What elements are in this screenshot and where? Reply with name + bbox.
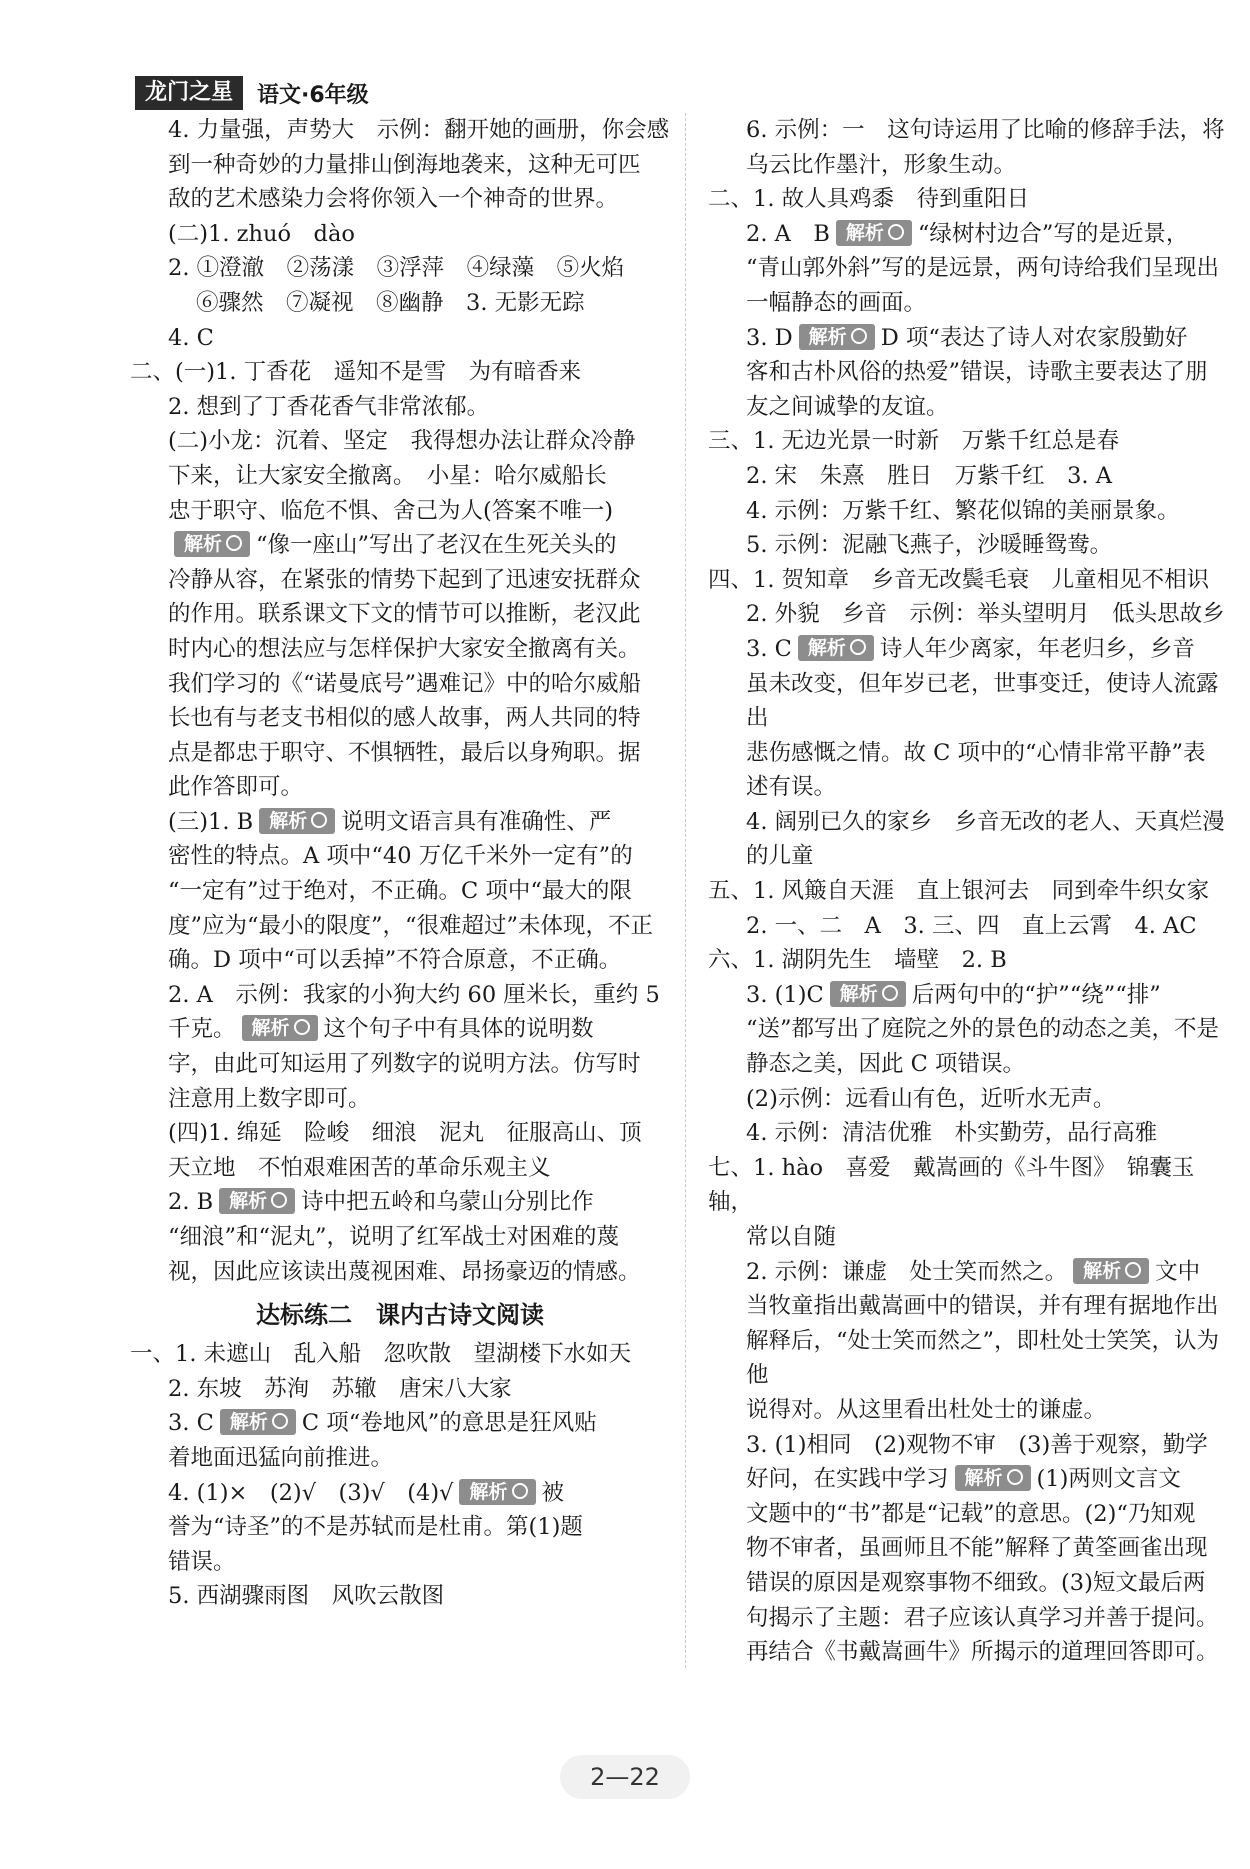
answer-line: 当牧童指出戴嵩画中的错误，并有理有据地作出 xyxy=(746,1293,1219,1320)
answer-text: 后两句中的“护”“绕”“排” xyxy=(911,981,1161,1008)
answer-text: “像一座山”写出了老汉在生死关头的 xyxy=(256,532,617,559)
answer-text: 说明文语言具有准确性、严 xyxy=(341,808,612,835)
answer-line: 2. ①澄澈 ②荡漾 ③浮萍 ④绿藻 ⑤火焰 xyxy=(168,255,625,282)
answer-line: 到一种奇妙的力量排山倒海地袭来，这种无可匹 xyxy=(168,151,641,178)
answer-line xyxy=(130,1406,670,1441)
answer-text: “绿树村边合”写的是近景， xyxy=(917,220,1189,247)
answer-line: 2. 想到了丁香花香气非常浓郁。 xyxy=(168,393,490,420)
answer-line: 忠于职守、临危不惧、舍己为人(答案不唯一) xyxy=(168,497,614,524)
answer-line: 字，由此可知运用了列数字的说明方法。仿写时 xyxy=(168,1051,641,1078)
answer-line: 4. 示例：万紫千红、繁花似锦的美丽景象。 xyxy=(746,497,1180,524)
answer-line: 的儿童 xyxy=(746,843,814,870)
answer-text: 3. C xyxy=(746,635,792,662)
answer-line: 虽未改变，但年岁已老，世事变迁，使诗人流露出 xyxy=(746,670,1219,732)
answer-text: 2. A B xyxy=(746,220,830,247)
subject-label: 语文·6年级 xyxy=(257,82,369,108)
answer-line: 常以自随 xyxy=(746,1224,837,1250)
answer-text: 文中 xyxy=(1155,1258,1201,1285)
answer-line: 2. 外貌 乡音 示例：举头望明月 低头思故乡 xyxy=(746,601,1225,628)
analysis-badge: 解析 xyxy=(798,635,874,661)
right-column xyxy=(708,113,1238,1689)
answer-line: 二、1. 故人具鸡黍 待到重阳日 xyxy=(708,186,1030,213)
answer-line: 5. 示例：泥融飞燕子，沙暖睡鸳鸯。 xyxy=(746,532,1113,559)
answer-line: 密性的特点。A 项中“40 万亿千米外一定有”的 xyxy=(168,843,633,870)
magnifier-icon xyxy=(311,812,327,828)
answer-line xyxy=(130,528,670,563)
answer-line xyxy=(130,1185,670,1220)
answer-line: 4. 示例：清洁优雅 朴实勤劳，品行高雅 xyxy=(746,1120,1158,1147)
answer-line: 悲伤感慨之情。故 C 项中的“心情非常平静”表 xyxy=(746,739,1206,766)
answer-line: 七、1. hào 喜爱 戴嵩画的《斗牛图》 锦囊玉轴， xyxy=(708,1154,1195,1216)
answer-line: 句揭示了主题：君子应该认真学习并善于提问。 xyxy=(746,1604,1219,1631)
answer-line: 点是都忠于职守、不惧牺牲，最后以身殉职。据 xyxy=(168,739,641,766)
answer-line: 一、1. 未遮山 乱入船 忽吹散 望湖楼下水如天 xyxy=(130,1341,632,1368)
answer-line: 述有误。 xyxy=(746,774,837,801)
answer-line: “青山郭外斜”写的是远景，两句诗给我们呈现出 xyxy=(746,255,1220,282)
answer-text: 4. (1)× (2)√ (3)√ (4)√ xyxy=(168,1479,454,1506)
answer-line: “细浪”和“泥丸”，说明了红军战士对困难的蔑 xyxy=(168,1224,620,1250)
answer-line: “一定有”过于绝对，不正确。C 项中“最大的限 xyxy=(168,878,632,905)
answer-text: 诗人年少离家，年老归乡，乡音 xyxy=(879,635,1195,662)
answer-line: 文题中的“书”都是“记载”的意思。(2)“乃知观 xyxy=(746,1500,1196,1527)
answer-line: 2. 东坡 苏洵 苏辙 唐宋八大家 xyxy=(168,1375,512,1402)
analysis-badge: 解析 xyxy=(799,324,875,350)
analysis-badge: 解析 xyxy=(259,808,335,834)
answer-line: 解释后，“处士笑而然之”，即杜处士笑笑，认为他 xyxy=(746,1327,1220,1389)
answer-line: 我们学习的《“诺曼底号”遇难记》中的哈尔威船 xyxy=(168,670,642,697)
page-header xyxy=(135,76,369,110)
answer-line xyxy=(708,1462,1238,1497)
answer-text: (三)1. B xyxy=(168,808,254,835)
magnifier-icon xyxy=(1007,1469,1023,1485)
answer-line: 度”应为“最小的限度”，“很难超过”未体现，不正 xyxy=(168,912,654,939)
answer-text: 这个句子中有具体的说明数 xyxy=(323,1016,594,1043)
answer-line: 二、(一)1. 丁香花 遥知不是雪 为有暗香来 xyxy=(130,359,582,386)
analysis-badge: 解析 xyxy=(174,531,250,557)
answer-line: 视，因此应该读出蔑视困难、昂扬豪迈的情感。 xyxy=(168,1258,641,1285)
answer-line: 4. C xyxy=(168,324,214,351)
answer-line: 五、1. 风簸自天涯 直上银河去 同到牵牛织女家 xyxy=(708,878,1210,905)
answer-line: 敌的艺术感染力会将你领入一个神奇的世界。 xyxy=(168,186,619,213)
answer-line: 誉为“诗圣”的不是苏轼而是杜甫。第(1)题 xyxy=(168,1514,583,1541)
answer-line xyxy=(708,632,1238,667)
answer-line: 乌云比作墨汁，形象生动。 xyxy=(746,151,1017,178)
answer-line: 再结合《书戴嵩画牛》所揭示的道理回答即可。 xyxy=(746,1639,1219,1666)
answer-line xyxy=(708,217,1238,252)
magnifier-icon xyxy=(271,1192,287,1208)
magnifier-icon xyxy=(850,639,866,655)
answer-line: 错误的原因是观察事物不细致。(3)短文最后两 xyxy=(746,1569,1206,1596)
answer-line: 四、1. 贺知章 乡音无改鬓毛衰 儿童相见不相识 xyxy=(708,566,1210,593)
answer-line: 友之间诚挚的友谊。 xyxy=(746,393,949,420)
answer-line: 客和古朴风俗的热爱”错误，诗歌主要表达了朋 xyxy=(746,359,1208,386)
magnifier-icon xyxy=(851,328,867,344)
brand-label: 龙门之星 xyxy=(135,76,243,110)
answer-line: 天立地 不怕艰难困苦的革命乐观主义 xyxy=(168,1154,551,1181)
analysis-badge: 解析 xyxy=(242,1015,318,1041)
answer-text: (1)两则文言文 xyxy=(1036,1466,1181,1493)
answer-line xyxy=(708,1255,1238,1290)
answer-line: 5. 西湖骤雨图 风吹云散图 xyxy=(168,1583,445,1610)
magnifier-icon xyxy=(512,1483,528,1499)
analysis-badge: 解析 xyxy=(459,1479,535,1505)
magnifier-icon xyxy=(226,535,242,551)
answer-text: C 项“卷地风”的意思是狂风贴 xyxy=(301,1410,597,1437)
answer-line: 三、1. 无边光景一时新 万紫千红总是春 xyxy=(708,428,1120,455)
answer-line xyxy=(130,805,670,840)
answer-line: 注意用上数字即可。 xyxy=(168,1085,371,1112)
answer-line xyxy=(130,1012,670,1047)
analysis-badge: 解析 xyxy=(836,220,912,246)
answer-text: 3. D xyxy=(746,324,793,351)
section-title: 达标练二 课内古诗文阅读 xyxy=(256,1301,544,1330)
answer-line: 下来，让大家安全撤离。 小星：哈尔威船长 xyxy=(168,462,607,489)
answer-text: 2. B xyxy=(168,1189,214,1216)
answer-text: 千克。 xyxy=(168,1016,236,1043)
answer-text: D 项“表达了诗人对农家殷勤好 xyxy=(880,324,1188,351)
answer-line xyxy=(130,1476,670,1511)
answer-line: 6. 示例：一 这句诗运用了比喻的修辞手法，将 xyxy=(746,117,1225,143)
answer-line: 冷静从容，在紧张的情势下起到了迅速安抚群众 xyxy=(168,566,641,593)
answer-line xyxy=(708,978,1238,1013)
answer-line: 2. 一、二 A 3. 三、四 直上云霄 4. AC xyxy=(746,912,1197,939)
answer-line: 时内心的想法应与怎样保护大家安全撤离有关。 xyxy=(168,635,641,662)
magnifier-icon xyxy=(294,1019,310,1035)
answer-line: 六、1. 湖阴先生 墙壁 2. B xyxy=(708,947,1007,974)
analysis-badge: 解析 xyxy=(1073,1258,1149,1284)
magnifier-icon xyxy=(882,985,898,1001)
magnifier-icon xyxy=(888,224,904,240)
answer-line: 2. A 示例：我家的小狗大约 60 厘米长，重约 5 xyxy=(168,981,660,1008)
answer-line: 错误。 xyxy=(168,1548,236,1575)
answer-line: 着地面迅猛向前推进。 xyxy=(168,1444,394,1471)
analysis-badge: 解析 xyxy=(830,981,906,1007)
answer-line: (2)示例：远看山有色，近听水无声。 xyxy=(746,1085,1116,1112)
answer-line: 物不审者，虽画师且不能”解释了黄筌画雀出现 xyxy=(746,1535,1208,1562)
page-number: 2—22 xyxy=(560,1755,690,1799)
answer-line: 确。D 项中“可以丢掉”不符合原意，不正确。 xyxy=(168,947,622,974)
column-divider xyxy=(685,113,686,1668)
answer-line: ⑥骤然 ⑦凝视 ⑧幽静 3. 无影无踪 xyxy=(196,289,585,316)
answer-line: 的作用。联系课文下文的情节可以推断，老汉此 xyxy=(168,601,641,628)
answer-text: 2. 示例：谦虚 处士笑而然之。 xyxy=(746,1258,1068,1285)
answer-line xyxy=(708,321,1238,356)
answer-line: 一幅静态的画面。 xyxy=(746,289,927,316)
analysis-badge: 解析 xyxy=(220,1409,296,1435)
answer-line: 说得对。从这里看出杜处士的谦虚。 xyxy=(746,1396,1107,1423)
analysis-badge: 解析 xyxy=(219,1188,295,1214)
left-column xyxy=(130,113,670,1689)
answer-line: 3. (1)相同 (2)观物不审 (3)善于观察，勤学 xyxy=(746,1431,1208,1458)
answer-line: “送”都写出了庭院之外的景色的动态之美，不是 xyxy=(746,1016,1220,1043)
magnifier-icon xyxy=(272,1413,288,1429)
analysis-badge: 解析 xyxy=(955,1465,1031,1491)
answer-line: 此作答即可。 xyxy=(168,774,304,801)
answer-text: 诗中把五岭和乌蒙山分别比作 xyxy=(301,1189,594,1216)
answer-text: 好问，在实践中学习 xyxy=(746,1466,949,1493)
answer-line: (二)小龙：沉着、坚定 我得想办法让群众冷静 xyxy=(168,428,636,455)
answer-text: 被 xyxy=(541,1479,565,1506)
answer-line: 4. 力量强，声势大 示例：翻开她的画册，你会感 xyxy=(168,117,670,143)
answer-text: 3. (1)C xyxy=(746,981,824,1008)
answer-line: (四)1. 绵延 险峻 细浪 泥丸 征服高山、顶 xyxy=(168,1120,642,1147)
answer-line: 静态之美，因此 C 项错误。 xyxy=(746,1051,1026,1078)
magnifier-icon xyxy=(1125,1262,1141,1278)
answer-line: 2. 宋 朱熹 胜日 万紫千红 3. A xyxy=(746,462,1112,489)
answer-line: 长也有与老支书相似的感人故事，两人共同的特 xyxy=(168,705,641,732)
answer-line: 4. 阔别已久的家乡 乡音无改的老人、天真烂漫 xyxy=(746,808,1225,835)
answer-line: (二)1. zhuó dào xyxy=(168,220,355,247)
answer-text: 3. C xyxy=(168,1410,214,1437)
